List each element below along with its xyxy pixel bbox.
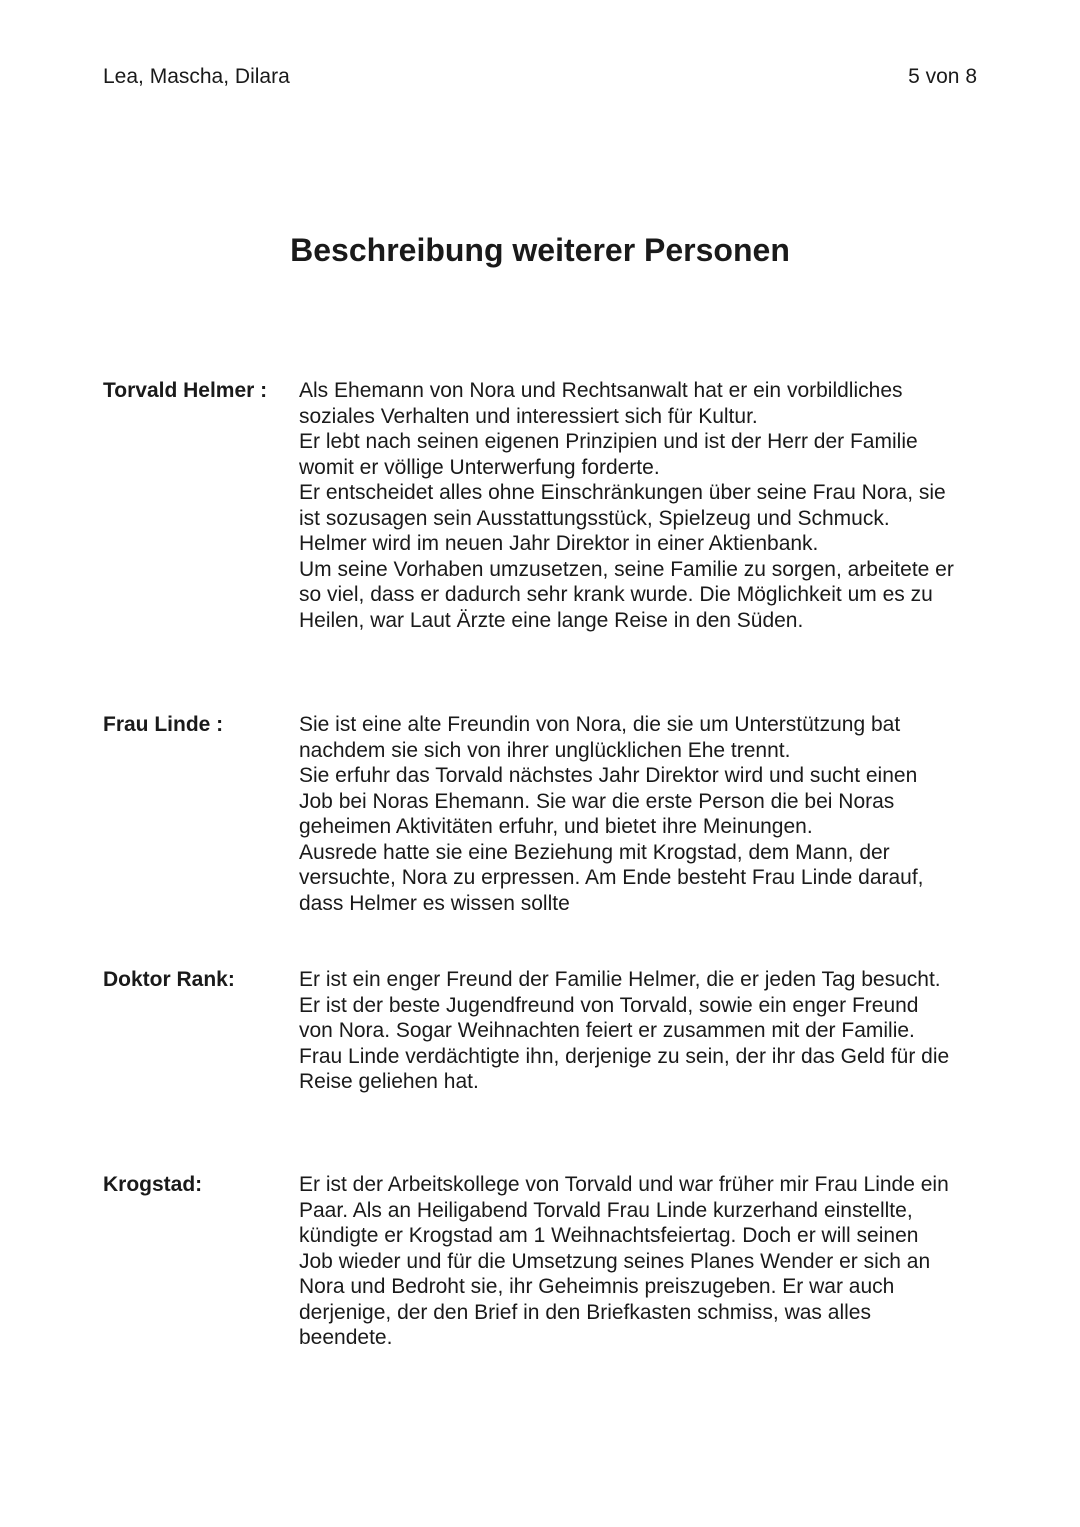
description-line: Frau Linde verdächtigte ihn, derjenige zu sein, der ihr das Geld für die	[299, 1044, 950, 1068]
description-line: Reise geliehen hat.	[299, 1070, 479, 1093]
character-name: Doktor Rank:	[103, 968, 235, 991]
description-line: Job wieder und für die Umsetzung seines Planes Wender er sich an	[299, 1249, 931, 1273]
description-line: Helmer wird im neuen Jahr Direktor in einer Aktienbank.	[299, 532, 819, 555]
character-name: Frau Linde :	[103, 713, 224, 736]
description-line: Um seine Vorhaben umzusetzen, seine Familie zu sorgen, arbeitete er	[299, 557, 954, 581]
description-line: ist sozusagen sein Ausstattungsstück, Spielzeug und Schmuck.	[299, 506, 890, 530]
description-line: Er entscheidet alles ohne Einschränkungen über seine Frau Nora, sie	[299, 481, 946, 504]
description-line: womit er völlige Unterwerfung forderte.	[299, 455, 660, 479]
description-line: Als Ehemann von Nora und Rechtsanwalt hat er ein vorbildliches	[299, 379, 903, 402]
character-description	[299, 1172, 980, 1351]
description-line: Heilen, war Laut Ärzte eine lange Reise in den Süden.	[299, 608, 804, 632]
description-line: kündigte er Krogstad am 1 Weihnachtsfeiertag. Doch er will seinen	[299, 1224, 919, 1247]
description-line: geheimen Aktivitäten erfuhr, und bietet ihre Meinungen.	[299, 815, 813, 838]
description-line: Sie ist eine alte Freundin von Nora, die sie um Unterstützung bat	[299, 713, 901, 736]
description-line: Sie erfuhr das Torvald nächstes Jahr Direktor wird und sucht einen	[299, 764, 918, 787]
character-description	[299, 967, 980, 1095]
description-line: von Nora. Sogar Weihnachten feiert er zusammen mit der Familie.	[299, 1019, 915, 1042]
description-line: derjenige, der den Brief in den Briefkasten schmiss, was alles	[299, 1300, 871, 1324]
character-name: Krogstad:	[103, 1173, 203, 1196]
character-description	[299, 378, 980, 633]
description-line: beendete.	[299, 1326, 393, 1349]
description-line: Er ist ein enger Freund der Familie Helmer, die er jeden Tag besucht.	[299, 968, 941, 991]
description-line: Er ist der beste Jugendfreund von Torvald, sowie ein enger Freund	[299, 993, 919, 1017]
description-line: Ausrede hatte sie eine Beziehung mit Krogstad, dem Mann, der	[299, 840, 890, 864]
description-line: versuchte, Nora zu erpressen. Am Ende besteht Frau Linde darauf,	[299, 866, 924, 889]
page-title: Beschreibung weiterer Personen	[290, 232, 790, 268]
description-line: Job bei Noras Ehemann. Sie war die erste Person die bei Noras	[299, 789, 895, 813]
description-line: soziales Verhalten und interessiert sich für Kultur.	[299, 404, 758, 428]
header-authors: Lea, Mascha, Dilara	[103, 65, 290, 88]
description-line: so viel, dass er dadurch sehr krank wurde. Die Möglichkeit um es zu	[299, 583, 933, 606]
character-description	[299, 712, 980, 916]
description-line: Paar. Als an Heiligabend Torvald Frau Linde kurzerhand einstellte,	[299, 1198, 913, 1222]
character-name: Torvald Helmer :	[103, 379, 268, 402]
description-line: nachdem sie sich von ihrer unglücklichen Ehe trennt.	[299, 738, 791, 762]
description-line: Er ist der Arbeitskollege von Torvald und war früher mir Frau Linde ein	[299, 1173, 949, 1196]
description-line: Nora und Bedroht sie, ihr Geheimnis preiszugeben. Er war auch	[299, 1275, 895, 1298]
description-line: Er lebt nach seinen eigenen Prinzipien und ist der Herr der Familie	[299, 430, 918, 453]
description-line: dass Helmer es wissen sollte	[299, 891, 570, 915]
page-number: 5 von 8	[908, 65, 977, 88]
